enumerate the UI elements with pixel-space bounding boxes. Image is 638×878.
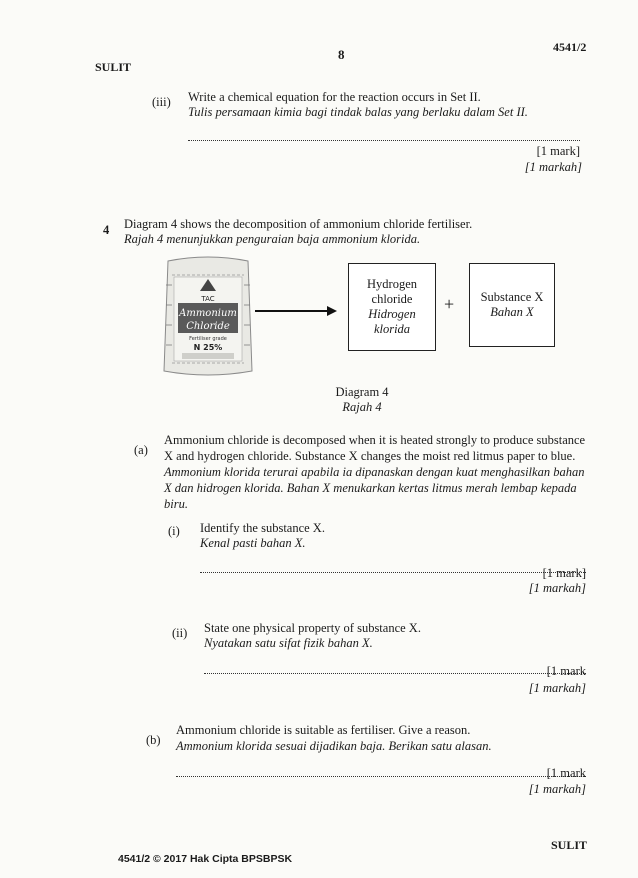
header-sulit: SULIT: [95, 60, 132, 74]
part-label-b: (b): [146, 733, 161, 747]
mark-iii-en: [1 mark]: [536, 144, 580, 158]
mark-iii-ms: [1 markah]: [524, 160, 582, 174]
question-iii-text-ms: Tulis persamaan kimia bagi tindak balas yang berlaku dalam Set II.: [188, 105, 528, 119]
q4-intro-en: Diagram 4 shows the decomposition of ammonium chloride fertiliser.: [124, 217, 473, 231]
part-label-a-i: (i): [168, 524, 180, 538]
q4-intro-ms: Rajah 4 menunjukkan penguraian baja ammonium klorida.: [124, 232, 421, 246]
bag-brand: TAC: [201, 295, 215, 303]
part-label-a-ii: (ii): [172, 626, 188, 640]
question-label-iii: (iii): [152, 95, 171, 109]
footer-sulit: SULIT: [551, 838, 588, 852]
box1-en-line1: Hydrogen: [367, 277, 417, 291]
page-number: 8: [338, 47, 345, 62]
part-a-ms-line1: Ammonium klorida terurai apabila ia dipanaskan dengan kuat menghasilkan bahan: [164, 465, 585, 479]
part-a-ms-line2: X dan hidrogen klorida. Bahan X menukarkan kertas litmus merah lembap kepada: [164, 481, 577, 495]
plus-sign: +: [444, 294, 455, 314]
diagram-caption-ms: Rajah 4: [342, 400, 382, 414]
part-a-en-line2: X and hydrogen chloride. Substance X changes the moist red litmus paper to blue.: [164, 449, 576, 463]
mark-a-ii-ms: [1 markah]: [528, 681, 586, 695]
bag-text-line1: Ammonium: [179, 308, 237, 319]
part-a-ii-ms: Nyatakan satu sifat fizik bahan X.: [204, 636, 373, 650]
part-a-ms-line3: biru.: [164, 497, 188, 511]
part-b-ms: Ammonium klorida sesuai dijadikan baja. Berikan satu alasan.: [176, 739, 492, 753]
part-a-i-ms: Kenal pasti bahan X.: [200, 536, 306, 550]
bag-nitrogen: N 25%: [193, 343, 223, 352]
mark-b-en: [1 mark: [546, 766, 586, 780]
box1-en-line2: chloride: [371, 292, 413, 306]
mark-a-i-en: [1 mark]: [542, 566, 586, 580]
bag-grade: Fertiliser grade: [189, 336, 227, 342]
part-a-i-en: Identify the substance X.: [200, 521, 325, 535]
fertiliser-bag-image: [162, 255, 254, 377]
question-number-4: 4: [103, 223, 110, 237]
mark-a-i-ms: [1 markah]: [528, 581, 586, 595]
mark-a-ii-en: [1 mark: [546, 664, 586, 678]
part-label-a: (a): [134, 443, 148, 457]
diagram-caption-en: Diagram 4: [335, 385, 389, 399]
box2-ms: Bahan X: [490, 305, 534, 319]
bag-text-line2: Chloride: [186, 321, 230, 332]
product-box-hydrogen-chloride: [348, 263, 436, 351]
part-b-en: Ammonium chloride is suitable as fertiliser. Give a reason.: [176, 723, 471, 737]
footer-copyright: 4541/2 © 2017 Hak Cipta BPSBPSK: [118, 853, 293, 865]
part-a-en-line1: Ammonium chloride is decomposed when it is heated strongly to produce substance: [164, 433, 586, 447]
box1-ms-line2: klorida: [373, 322, 411, 336]
answer-line-iii[interactable]: [188, 140, 580, 141]
product-box-substance-x: [469, 263, 555, 347]
question-iii-text-en: Write a chemical equation for the reaction occurs in Set II.: [188, 90, 481, 104]
paper-code: 4541/2: [553, 40, 587, 54]
box1-ms-line1: Hidrogen: [368, 307, 416, 321]
reaction-arrow: [255, 304, 337, 322]
box2-en: Substance X: [480, 290, 544, 304]
mark-b-ms: [1 markah]: [528, 782, 586, 796]
part-a-ii-en: State one physical property of substance X.: [204, 621, 421, 635]
